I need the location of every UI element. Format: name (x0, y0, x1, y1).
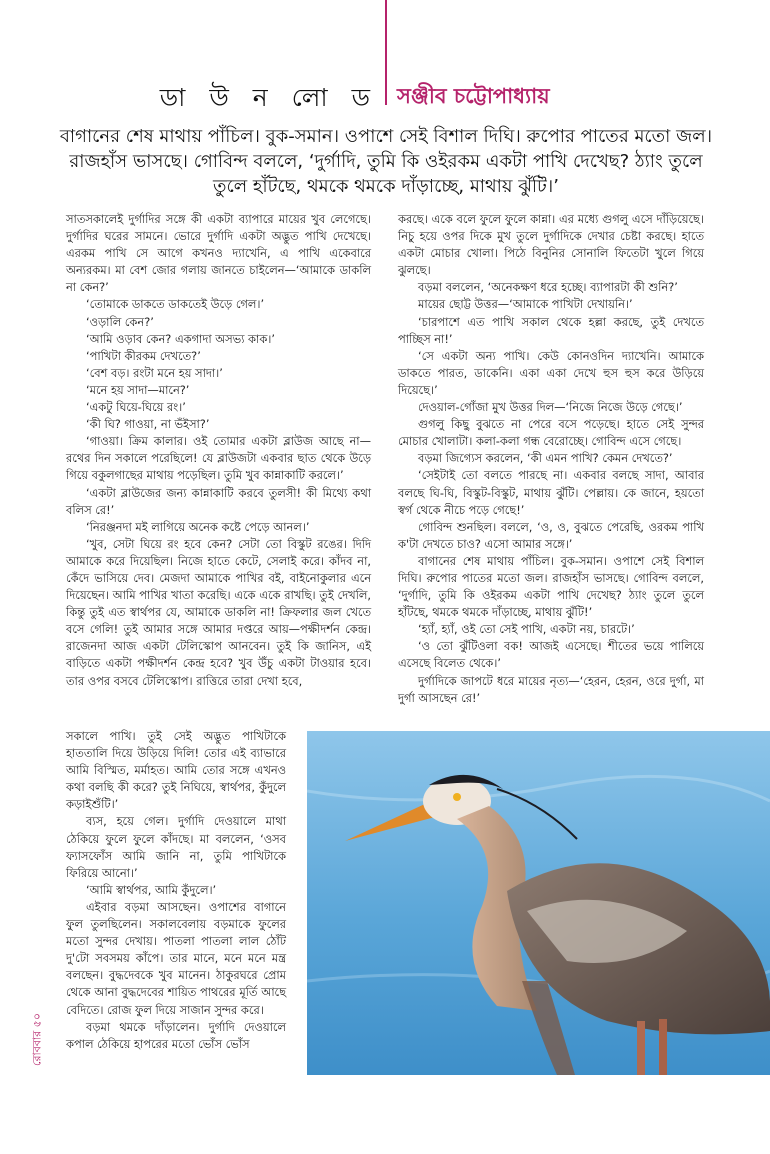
paragraph: ‘সেইটাই তো বলতে পারছে না। একবার বলছে সাদা, আবার বলছে ঘি-ঘি, বিস্কুট-বিস্কুট, মাথায় ঝুঁটি। পেল্লায়। কে জানে, হয়তো স্বর্গ থেকে নীচে পড়ে গেছে!’ (398, 468, 704, 517)
paragraph: করছে। একে বলে ফুলে ফুলে কান্না। এর মধ্যে গুগলু এসে দাঁড়িয়েছে। নিচু হয়ে ওপর দিকে মুখ তুলে দুর্গাদিকে দেখার চেষ্টা করছে। হাতে একটা মোচার খোলা। পিঠে বিনুনির সোনালি ফিতেটা খুলে গিয়ে ঝুলছে। (398, 212, 704, 278)
paragraph: ‘একটা ব্লাউজের জন্য কান্নাকাটি করবে তুলসী! কী মিথ্যে কথা বলিস রে!’ (66, 485, 371, 517)
paragraph: ‘একটু ঘিয়ে-ঘিয়ে রং।’ (86, 400, 186, 415)
paragraph: গুগলু কিছু বুঝতে না পেরে বসে পড়েছে। হাতে সেই সুন্দর মোচার খোলাটা। কলা-কলা গন্ধ বেরোচ্ছে। গোবিন্দ এসে গেছে। (398, 417, 704, 449)
paragraph: ‘আমি স্বার্থপর, আমি কুঁদুলে।’ (86, 882, 217, 897)
paragraph: ‘পাখিটা কীরকম দেখতে?’ (86, 348, 201, 363)
paragraph: ‘ওড়ালি কেন?’ (86, 314, 154, 329)
page-number (28, 1000, 44, 1080)
paragraph: ‘হ্যাঁ, হ্যাঁ, ওই তো সেই পাখি, একটা নয়, চারটে।’ (418, 622, 635, 637)
paragraph: বড়মা জিগ্যেস করলেন, ‘কী এমন পাখি? কেমন দেখতে?’ (418, 451, 673, 466)
column-left-bottom (66, 728, 286, 1053)
header (0, 78, 770, 110)
paragraph: ‘আমি ওড়াব কেন? একগাদা অসভ্য কাক।’ (86, 331, 275, 346)
paragraph: ‘চারপাশে এত পাখি সকাল থেকে হল্লা করছে, তুই দেখতে পাচ্ছিস না!’ (398, 314, 704, 346)
paragraph: দেওয়াল-গোঁজা মুখ উত্তর দিল—‘নিজে নিজে উড়ে গেছে।’ (418, 400, 683, 415)
heron-photo (307, 731, 770, 1075)
paragraph: বড়মা থমকে দাঁড়ালেন। দুর্গাদি দেওয়ালে কপাল ঠেকিয়ে হাপরের মতো ভোঁস ভোঁস (66, 1019, 286, 1051)
paragraph: ‘কী ঘি? গাওয়া, না ভঁইসা?’ (86, 417, 210, 432)
column-right (398, 211, 704, 707)
paragraph: বড়মা বললেন, ‘অনেকক্ষণ ধরে হচ্ছে। ব্যাপারটা কী শুনি?’ (418, 280, 678, 295)
paragraph: ‘নিরঞ্জনদা মই লাগিয়ে অনেক কষ্টে পেড়ে আনল।’ (86, 519, 310, 534)
series-title: ডা উ ন লো ড (159, 83, 378, 112)
paragraph: ‘মনে হয় সাদা—মানে?’ (86, 382, 190, 397)
paragraph: বাগানের শেষ মাথায় পাঁচিল। বুক-সমান। ওপাশে সেই বিশাল দিঘি। রুপোর পাতের মতো জল। রাজহাঁস ভাসছে। গোবিন্দ বললে, ‘দুর্গাদি, তুমি কি ওইরকম একটা পাখি দেখেছ? ঠ্যাং তুলে তুলে হাঁটছে, থমকে থমকে দাঁড়াচ্ছে, মাথায় ঝুঁটি!’ (398, 553, 704, 620)
paragraph: মায়ের ছোট্ট উত্তর—‘আমাকে পাখিটা দেখায়নি।’ (418, 297, 633, 312)
paragraph: ‘খুব, সেটা ঘিয়ে রং হবে কেন? সেটা তো বিস্কুট রঙের। দিদি আমাকে করে দিয়েছিল। নিজে হাতে কেটে, সেলাই করে। কাঁদব না, কেঁদে ভাসিয়ে দেব। মেজদা আমাকে পাখির বই, বাইনোকুলার এনে দিয়েছেন। আমি পাখির খাতা করেছি। একে একে রাখছি। তুই দেখলি, কিন্তু তুই এত স্বার্থপর যে, আমাকে ডাকলি না! ক্রিফলার জল খেতে বসে গেলি! তুই আমার সঙ্গে আমার দপ্তরে আয়—পক্ষীদর্শন কেন্দ্র। রাজেনদা আজ একটা টেলিস্কোপ আনবেন। তুই কি জানিস, এই বাড়িতে একটা পক্ষীদর্শন কেন্দ্র হবে? খুব উঁচু একটা টাওয়ার হবে। তার ওপর বসবে টেলিস্কোপ। রাত্তিরে তারা দেখা হবে, (66, 536, 372, 688)
column-left-top (66, 211, 371, 690)
lead-paragraph: বাগানের শেষ মাথায় পাঁচিল। বুক-সমান। ওপাশে সেই বিশাল দিঘি। রুপোর পাতের মতো জল। রাজহাঁস ভাসছে। গোবিন্দ বললে, ‘দুর্গাদি, তুমি কি ওইরকম একটা পাখি দেখেছ? ঠ্যাং তুলে তুলে হাঁটছে, থমকে থমকে দাঁড়াচ্ছে, মাথায় ঝুঁটি।’ (59, 126, 713, 197)
paragraph: ‘গাওয়া। ক্রিম কালার। ওই তোমার একটা ব্লাউজ আছে না—রথের দিন সকালে পরেছিলে! যে ব্লাউজটা একবার ছাত থেকে উড়ে গিয়ে বকুলগাছের মাথায় পড়েছিল। তুমি খুব কান্নাকাটি করলে।’ (66, 434, 371, 483)
paragraph: দুর্গাদিকে জাপটে ধরে মায়ের নৃত্য—‘হেরন, হেরন, ওরে দুর্গা, মা দুর্গা আসছেন রে!’ (398, 673, 704, 705)
author-name: সঞ্জীব চট্টোপাধ্যায় (397, 84, 550, 108)
paragraph: গোবিন্দ শুনছিল। বললে, ‘ও, ও, বুঝতে পেরেছি, ওরকম পাখি ক'টা দেখতে চাও? এসো আমার সঙ্গে।’ (398, 519, 704, 551)
paragraph: ‘তোমাকে ডাকতে ডাকতেই উড়ে গেল।’ (86, 297, 265, 312)
paragraph: ‘সে একটা অন্য পাখি। কেউ কোনওদিন দ্যাখেনি। আমাকে ডাকতে পারত, ডাকেনি। একা একা দেখে হুস হুস করে উড়িয়ে দিয়েছে।’ (398, 348, 704, 397)
paragraph: ‘ও তো ঝুঁটিওলা বক! আজই এসেছে। শীতের ভয়ে পালিয়ে এসেছে বিলেত থেকে।’ (398, 639, 704, 671)
paragraph: এইবার বড়মা আসছেন। ওপাশের বাগানে ফুল তুলছিলেন। সকালবেলায় বড়মাকে ফুলের মতো সুন্দর দেখায়। পাতলা পাতলা লাল ঠোঁট দু'টো সবসময় কাঁপে। তার মানে, মনে মনে মন্ত্র বলছেন। বুদ্ধদেবকে খুব মানেন। ঠাকুরঘরে প্রোম থেকে আনা বুদ্ধদেবের শায়িত পাথরের মূর্তি আছে বেদিতে। রোজ ফুল দিয়ে সাজান সুন্দর করে। (66, 899, 286, 1017)
paragraph: ‘বেশ বড়। রংটা মনে হয় সাদা।’ (86, 365, 223, 380)
paragraph: ব্যস, হয়ে গেল। দুর্গাদি দেওয়ালে মাথা ঠেকিয়ে ফুলে ফুলে কাঁদছে। মা বললেন, ‘ওসব ফ্যাসফোঁস আমি জানি না, তুমি পাখিটাকে ফিরিয়ে আনো।’ (66, 814, 286, 880)
paragraph: সকালে পাখি। তুই সেই অদ্ভুত পাখিটাকে হাততালি দিয়ে উড়িয়ে দিলি! তোর এই ব্যাভারে আমি বিস্মিত, মর্মাহত। আমি তোর সঙ্গে এখনও কথা বলছি কী করে? তুই নিঘিয়ে, স্বার্থপর, কুঁদুলে কড়াইশুঁটি।’ (66, 729, 286, 812)
paragraph: সাতসকালেই দুর্গাদির সঙ্গে কী একটা ব্যাপারে মায়ের খুব লেগেছে। দুর্গাদির ঘরের সামনে। ভোরে দুর্গাদি একটা অদ্ভুত পাখি দেখেছে। এরকম পাখি সে আগে কখনও দ্যাখেনি, এ পাখি একেবারে অন্যরকম। মা বেশ জোর গলায় জানতে চাইলেন—‘আমাকে ডাকলি না কেন?’ (66, 212, 371, 295)
page-label: রোববার ৫০ (30, 1013, 44, 1066)
